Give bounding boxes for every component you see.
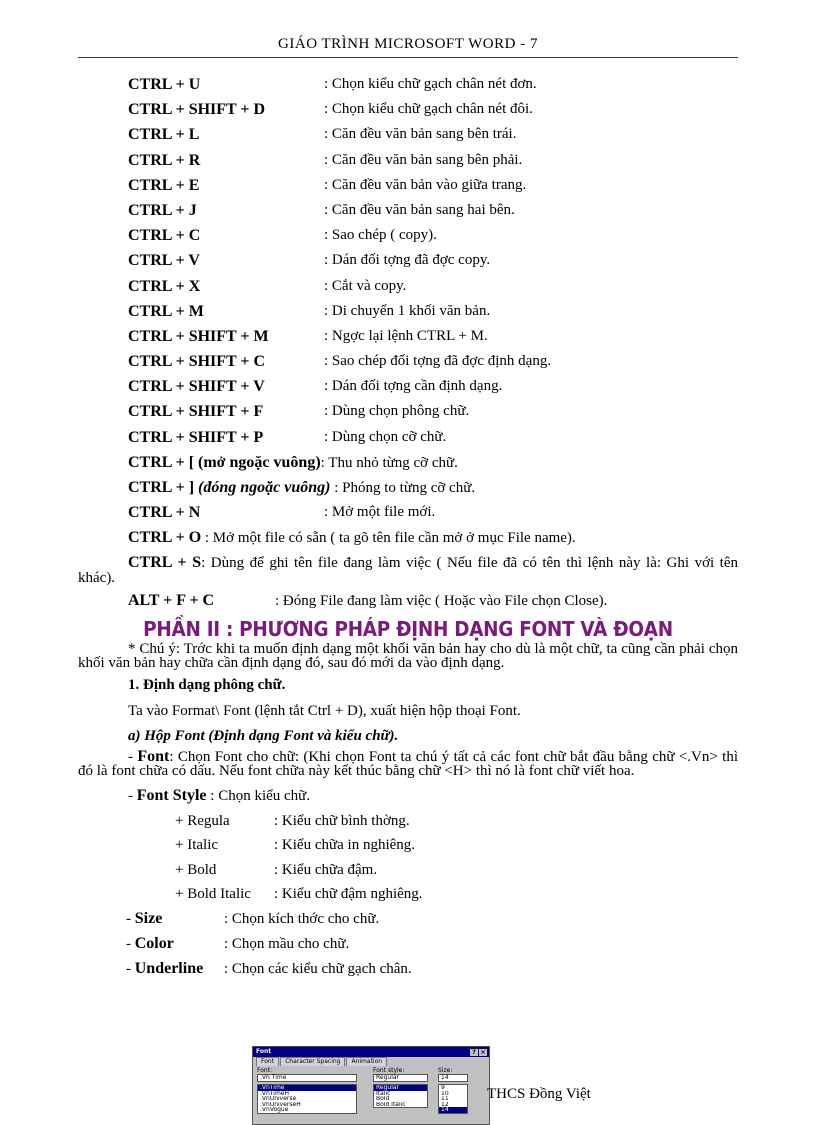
shortcut-desc: : Dùng để ghi tên file đang làm việc ( Nếu file đã có tên thì lệnh này là: Ghi với tên khác). bbox=[78, 554, 739, 586]
attribute-row bbox=[78, 957, 738, 982]
shortcut-keys: ALT + F + C bbox=[128, 591, 215, 609]
font-style-row bbox=[78, 858, 738, 883]
font-column bbox=[257, 1067, 357, 1114]
dialog-tab: Animation bbox=[346, 1057, 387, 1066]
shortcut-desc: : Dùng chọn cỡ chữ. bbox=[324, 428, 447, 445]
shortcut-keys: CTRL + S bbox=[128, 553, 202, 571]
shortcut-keys: CTRL + SHIFT + V bbox=[128, 378, 265, 396]
shortcut-keys: CTRL + [ bbox=[128, 453, 195, 471]
style-list bbox=[78, 809, 738, 907]
size-caption: Size: bbox=[438, 1067, 453, 1074]
shortcut-keys: CTRL + R bbox=[128, 151, 201, 169]
shortcut-keys: CTRL + SHIFT + M bbox=[128, 327, 269, 345]
shortcut-keys: CTRL + V bbox=[128, 252, 200, 270]
font-style-desc: : Kiểu chữ bình thờng. bbox=[274, 812, 410, 829]
dialog-tab: Font bbox=[256, 1057, 279, 1066]
attribute-name: - Size bbox=[126, 909, 163, 927]
dialog-list-item: Bold bbox=[376, 1096, 390, 1102]
shortcut-desc: : Dán đối tợng đã đợc copy. bbox=[324, 252, 491, 269]
section-heading: 1. Định dạng phông chữ. bbox=[128, 676, 286, 693]
font-style-name: + Italic bbox=[175, 837, 219, 854]
attribute-label: Size bbox=[134, 909, 163, 927]
close-icon: × bbox=[480, 1049, 486, 1056]
dialog-list-item: .VnUniverseH bbox=[260, 1101, 301, 1107]
font-list bbox=[257, 1084, 357, 1114]
dialog-list-item: 12 bbox=[441, 1101, 449, 1107]
shortcut-ctrl-n bbox=[78, 500, 738, 525]
dialog-list-item: .VnTimeH bbox=[260, 1090, 290, 1096]
shortcut-ctrl-o bbox=[78, 525, 738, 550]
shortcut-alt-f-c bbox=[78, 588, 738, 614]
font-style-row bbox=[78, 882, 738, 907]
shortcut-desc: : Dùng chọn phông chữ. bbox=[324, 403, 470, 420]
size-list-box bbox=[438, 1084, 468, 1114]
shortcut-keys: CTRL + M bbox=[128, 302, 204, 320]
attribute-name: - Underline bbox=[126, 959, 204, 977]
part-title: PHẦN II : PHƯƠNG PHÁP ĐỊNH DẠNG FONT VÀ ĐOẠN bbox=[143, 616, 673, 641]
shortcut-keys: CTRL + N bbox=[128, 504, 201, 522]
shortcut-row bbox=[78, 173, 738, 198]
dialog-list-item: Bold Italic bbox=[376, 1101, 406, 1107]
font-style-line: - Font Style : Chọn kiểu chữ. bbox=[128, 786, 311, 804]
dialog-title: Font bbox=[256, 1048, 272, 1055]
shortcut-desc: : Chọn kiểu chữ gạch chân nét đôi. bbox=[324, 101, 533, 118]
subsection-heading: a) Hộp Font (Định dạng Font và kiểu chữ). bbox=[128, 727, 399, 744]
shortcut-note: (đóng ngoặc vuông) bbox=[194, 479, 331, 496]
style-list-box bbox=[373, 1084, 428, 1108]
font-field: .Vn Time bbox=[257, 1074, 357, 1082]
size-field: 14 bbox=[438, 1074, 468, 1082]
attribute-label: Color bbox=[134, 934, 174, 952]
section-text: Ta vào Format\ Font (lệnh tắt Ctrl + D), xuất hiện hộp thoại Font. bbox=[128, 702, 521, 719]
shortcut-row bbox=[78, 97, 738, 122]
dialog-list-item: .VnUniverse bbox=[260, 1096, 297, 1102]
page-body bbox=[78, 72, 738, 981]
font-caption: Font: bbox=[257, 1067, 273, 1074]
attribute-list bbox=[78, 907, 738, 981]
dialog-list-item: 10 bbox=[441, 1090, 449, 1096]
attribute-row bbox=[78, 907, 738, 932]
font-paragraph: - Font: Chọn Font cho chữ: (Khi chọn Font ta chú ý tất cả các font chữ bắt đầu bằng chữ <.Vn> thì đó là font chữa có dấu. Nếu font chữa này kết thúc bằng chữ <H> thì nó là font chữ viết hoa. bbox=[78, 747, 738, 780]
shortcut-row bbox=[78, 198, 738, 223]
shortcut-desc: : Sao chép ( copy). bbox=[324, 227, 437, 244]
shortcut-desc: : Phóng to từng cỡ chữ. bbox=[330, 480, 476, 496]
shortcut-row bbox=[78, 72, 738, 97]
dialog-list-item: 9 bbox=[441, 1085, 445, 1091]
shortcut-row bbox=[78, 223, 738, 248]
font-style-desc: : Kiểu chữa đậm. bbox=[274, 861, 378, 878]
shortcut-row bbox=[78, 349, 738, 374]
shortcut-desc: : Sao chép đối tợng đã đợc định dạng. bbox=[324, 353, 552, 370]
font-style-row bbox=[78, 833, 738, 858]
shortcut-desc: : Đóng File đang làm việc ( Hoặc vào File chọn Close). bbox=[275, 592, 608, 609]
attribute-desc: : Chọn các kiểu chữ gạch chân. bbox=[224, 960, 412, 977]
attribute-label: Underline bbox=[134, 959, 204, 977]
shortcut-bracket-open bbox=[78, 450, 738, 475]
shortcut-row bbox=[78, 299, 738, 324]
shortcut-keys: CTRL + SHIFT + D bbox=[128, 101, 266, 119]
shortcut-desc: : Cắt và copy. bbox=[324, 277, 407, 294]
shortcut-keys: CTRL + O bbox=[128, 529, 202, 547]
dialog-tabs bbox=[253, 1057, 489, 1067]
dialog-list-item: 11 bbox=[441, 1096, 449, 1102]
shortcut-desc: : Căn đều văn bản sang bên phải. bbox=[324, 151, 523, 168]
size-column bbox=[438, 1067, 468, 1114]
shortcut-keys: CTRL + C bbox=[128, 227, 201, 245]
attribute-desc: : Chọn mầu cho chữ. bbox=[224, 935, 350, 952]
style-field: Regular bbox=[373, 1074, 428, 1082]
dialog-list-item: 14 bbox=[439, 1107, 467, 1113]
shortcut-desc: : Ngợc lại lệnh CTRL + M. bbox=[324, 327, 488, 344]
note-paragraph: * Chú ý: Trớc khi ta muốn định dạng một khối văn bản hay cho dù là một chữ, ta cũng cần phải chọn khối văn bản hay chữa cần định dạng đó, sau đó mới da vào định dạng. bbox=[78, 640, 738, 671]
font-style-name: + Bold Italic bbox=[175, 886, 251, 903]
shortcut-keys: CTRL + SHIFT + F bbox=[128, 403, 264, 421]
shortcut-keys: CTRL + J bbox=[128, 201, 197, 219]
shortcut-desc: : Mở một file có sẵn ( ta gõ tên file cần mở ở mục File name). bbox=[201, 530, 576, 547]
attribute-name: - Color bbox=[126, 934, 174, 952]
dialog-tab: Character Spacing bbox=[280, 1057, 345, 1066]
shortcut-ctrl-s bbox=[78, 555, 738, 586]
shortcut-list bbox=[78, 72, 738, 450]
font-dialog-image bbox=[252, 1046, 490, 1125]
font-label: Font bbox=[137, 747, 170, 765]
shortcut-keys: CTRL + SHIFT + C bbox=[128, 353, 266, 371]
shortcut-keys: CTRL + U bbox=[128, 76, 201, 93]
font-style-label: Font Style bbox=[136, 786, 207, 804]
attribute-desc: : Chọn kích thớc cho chữ. bbox=[224, 910, 380, 927]
shortcut-note: (mở ngoặc vuông) bbox=[194, 453, 321, 471]
font-style-desc: : Chọn kiểu chữ. bbox=[206, 787, 311, 804]
shortcut-keys: CTRL + L bbox=[128, 126, 200, 144]
shortcut-desc: : Căn đều văn bản sang bên trái. bbox=[324, 126, 517, 143]
shortcut-keys: CTRL + SHIFT + P bbox=[128, 428, 264, 446]
shortcut-row bbox=[78, 148, 738, 173]
font-style-desc: : Kiểu chữa in nghiêng. bbox=[274, 837, 416, 854]
dialog-body bbox=[253, 1067, 489, 1122]
font-style-desc: : Kiểu chữ đậm nghiêng. bbox=[274, 886, 423, 903]
font-style-name: + Regula bbox=[175, 812, 230, 829]
footer-school: THCS Đồng Việt bbox=[487, 1086, 591, 1102]
shortcut-row bbox=[78, 122, 738, 147]
shortcut-keys: CTRL + ] bbox=[128, 479, 195, 496]
shortcut-desc: : Căn đều văn bản vào giữa trang. bbox=[324, 176, 527, 193]
shortcut-desc: : Di chuyển 1 khối văn bản. bbox=[324, 302, 491, 319]
dialog-list-item: Regular bbox=[374, 1085, 427, 1091]
shortcut-row bbox=[78, 374, 738, 399]
dialog-list-item: .VnTime bbox=[258, 1085, 356, 1091]
shortcut-keys: CTRL + E bbox=[128, 176, 200, 194]
shortcut-row bbox=[78, 324, 738, 349]
style-column bbox=[373, 1067, 428, 1108]
shortcut-desc: : Mở một file mới. bbox=[324, 504, 436, 521]
help-icon: ? bbox=[470, 1049, 478, 1056]
shortcut-keys: CTRL + X bbox=[128, 277, 201, 295]
shortcut-desc: : Căn đều văn bản sang hai bên. bbox=[324, 201, 515, 218]
font-style-row bbox=[78, 809, 738, 834]
header-rule bbox=[78, 57, 738, 58]
dialog-title-bar bbox=[253, 1047, 489, 1057]
font-style-name: + Bold bbox=[175, 861, 217, 878]
dialog-list-item: Italic bbox=[376, 1090, 391, 1096]
attribute-row bbox=[78, 932, 738, 957]
shortcut-row bbox=[78, 274, 738, 299]
shortcut-desc: : Dán đối tợng cần định dạng. bbox=[324, 378, 503, 395]
shortcut-row bbox=[78, 248, 738, 273]
shortcut-row bbox=[78, 399, 738, 424]
shortcut-desc: : Thu nhỏ từng cỡ chữ. bbox=[320, 454, 458, 471]
dialog-list-item: .VnVogue bbox=[260, 1107, 289, 1113]
font-desc: : Chọn Font cho chữ: (Khi chọn Font ta chú ý tất cả các font chữ bắt đầu bằng chữ <.Vn> thì đó là font chữa có dấu. Nếu font chữa này kết thúc bằng chữ <H> thì nó là font chữ viết hoa. bbox=[78, 748, 738, 780]
shortcut-desc: : Chọn kiểu chữ gạch chân nét đơn. bbox=[324, 76, 537, 92]
style-caption: Font style: bbox=[373, 1067, 405, 1074]
shortcut-bracket-close bbox=[78, 475, 738, 500]
shortcut-row bbox=[78, 425, 738, 450]
page-header: GIÁO TRÌNH MICROSOFT WORD - 7 bbox=[278, 36, 538, 52]
